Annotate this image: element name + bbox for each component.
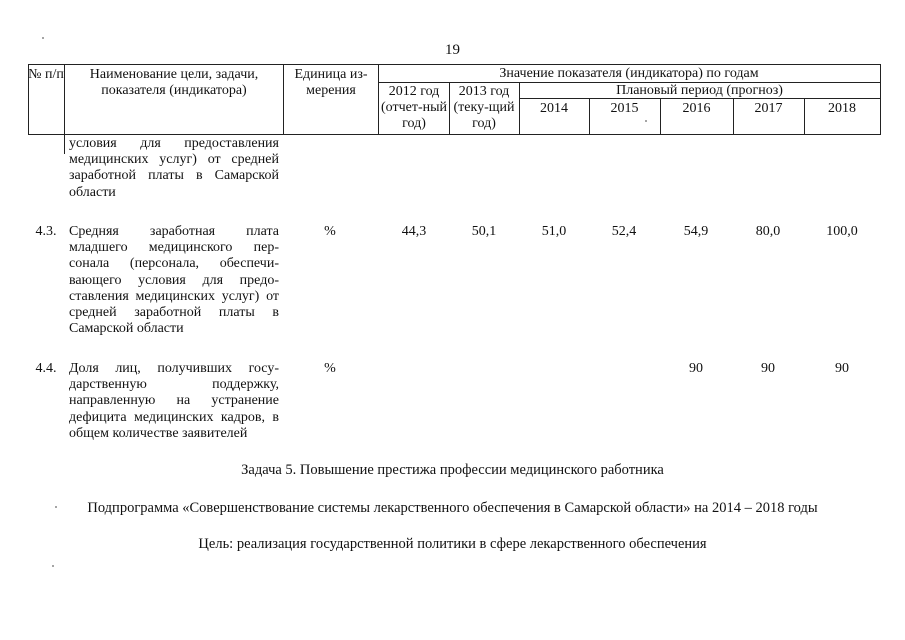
row-4-4-val-2016: 90 — [689, 361, 703, 376]
row-4-3-val-2013: 50,1 — [471, 224, 497, 239]
header-values-group: Значение показателя (индикатора) по годам — [499, 66, 759, 81]
row-4-3-val-2018: 100,0 — [826, 224, 858, 239]
header-2013: 2013 год (теку-щий год) — [453, 84, 515, 132]
header-planned-group: Плановый период (прогноз) — [616, 83, 783, 98]
header-2016: 2016 — [682, 101, 711, 116]
row-4-3-unit: % — [324, 224, 336, 239]
row-4-3-val-2012: 44,3 — [401, 224, 427, 239]
scan-speck — [645, 120, 647, 122]
row-4-3-val-2015: 52,4 — [611, 224, 637, 239]
header-2018: 2018 — [828, 101, 856, 116]
header-num: № п/п — [28, 67, 64, 82]
row-4-3-num: 4.3. — [35, 224, 57, 239]
header-2012: 2012 год (отчет-ный год) — [380, 84, 448, 132]
row-4-4-val-2018: 90 — [835, 361, 849, 376]
page-number: 19 — [445, 42, 460, 58]
header-unit: Единица из-мерения — [294, 67, 368, 99]
header-name: Наименование цели, задачи, показателя (индикатора) — [89, 67, 259, 99]
row-4-3-val-2017: 80,0 — [755, 224, 781, 239]
row-4-4-unit: % — [324, 361, 336, 376]
header-2014: 2014 — [540, 101, 568, 116]
row-continuation-name: условия для предоставления медицинских услуг) от средней заработной платы в Самарской области — [69, 136, 279, 200]
header-2015: 2015 — [610, 101, 639, 116]
row-4-3-val-2016: 54,9 — [683, 224, 709, 239]
scan-speck — [42, 37, 44, 39]
task5-heading: Задача 5. Повышение престижа профессии медицинского работника — [241, 462, 664, 478]
row-4-4-num: 4.4. — [35, 361, 57, 376]
scan-speck — [52, 565, 54, 567]
scan-speck — [55, 506, 57, 508]
header-2017: 2017 — [754, 101, 783, 116]
row-4-4-name: Доля лиц, получивших госу-дарственную поддержку, направленную на устранение дефицита медицинских кадров, в общем количестве заявителей — [69, 361, 279, 441]
goal-heading: Цель: реализация государственной политики в сфере лекарственного обеспечения — [198, 536, 707, 552]
row-4-4-val-2017: 90 — [761, 361, 775, 376]
row-4-3-name: Средняя заработная плата младшего медицинского пер-сонала (персонала, обеспечи-вающего условия для предо-ставления медицинских услуг) от средней заработной платы в Самарской области — [69, 224, 279, 337]
row-4-3-val-2014: 51,0 — [541, 224, 567, 239]
subprogram-heading: Подпрограмма «Совершенствование системы лекарственного обеспечения в Самарской области» на 2014 – 2018 годы — [87, 500, 818, 516]
